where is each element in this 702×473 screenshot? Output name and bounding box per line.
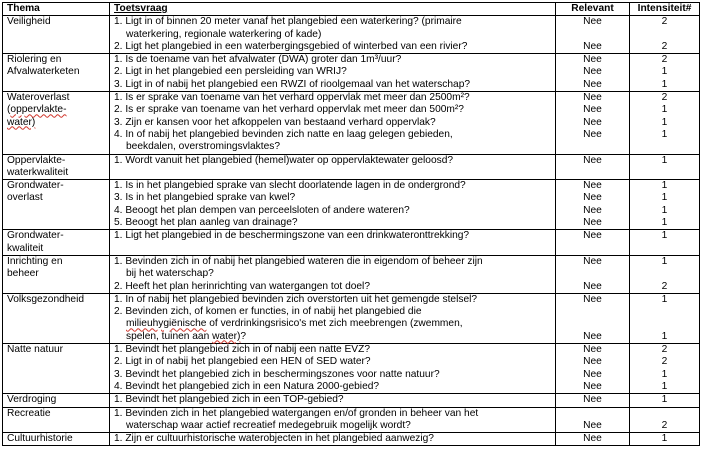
relevant-value: Nee [583, 16, 602, 28]
toetsvraag-table [2, 2, 700, 446]
thema-line: (oppervlakte- [7, 104, 67, 116]
table-row [3, 230, 700, 256]
question-cell [110, 394, 556, 407]
question-cell [110, 54, 556, 92]
relevant-value: Nee [583, 344, 602, 356]
intensiteit-cell [630, 255, 700, 293]
table-row [3, 433, 700, 446]
thema-line: overlast [7, 192, 43, 204]
header-row [3, 3, 700, 16]
question-line: 4. Beoogt het plan dempen van perceelsloten of andere wateren? [114, 204, 410, 216]
thema-line: Verdroging [7, 394, 57, 406]
thema-line: Oppervlakte- [7, 154, 66, 166]
intensiteit-value: 1 [661, 368, 668, 380]
thema-cell [3, 16, 110, 54]
header-toetsvraag: Toetsvraag [110, 3, 556, 16]
question-line: 4. Bevindt het plangebied zich in een Natura 2000-gebied? [114, 380, 380, 392]
relevant-cell [556, 344, 630, 394]
question-cell [110, 407, 556, 433]
relevant-value: Nee [583, 78, 602, 90]
intensiteit-value: 1 [661, 433, 668, 445]
relevant-value: Nee [583, 394, 602, 406]
table-body [3, 16, 700, 446]
intensiteit-value: 2 [661, 54, 668, 66]
intensiteit-value: 1 [661, 217, 668, 229]
relevant-value: Nee [583, 128, 602, 140]
thema-line: Afvalwaterketen [7, 66, 80, 78]
relevant-value: Nee [583, 54, 602, 66]
relevant-value [560, 306, 625, 318]
thema-line: Wateroverlast [7, 92, 70, 104]
question-line: 1. Bevindt het plangebied zich in een TOP-gebied? [114, 394, 344, 406]
relevant-value: Nee [583, 217, 602, 229]
question-cell [110, 230, 556, 256]
intensiteit-value: 1 [661, 154, 668, 166]
question-cell [110, 344, 556, 394]
thema-line: kwaliteit [7, 242, 44, 254]
table-row [3, 92, 700, 154]
relevant-value [560, 318, 625, 330]
thema-cell [3, 255, 110, 293]
relevant-value [560, 408, 625, 420]
question-line: spelen, tuinen aan water)? [126, 330, 247, 342]
question-cell [110, 92, 556, 154]
intensiteit-value: 1 [661, 180, 668, 192]
intensiteit-cell [630, 433, 700, 446]
relevant-cell [556, 92, 630, 154]
thema-cell [3, 92, 110, 154]
intensiteit-value: 1 [661, 104, 668, 116]
relevant-value: Nee [583, 433, 602, 445]
question-cell [110, 293, 556, 343]
intensiteit-value: 1 [661, 380, 668, 392]
intensiteit-cell [630, 344, 700, 394]
relevant-cell [556, 180, 630, 230]
thema-cell [3, 54, 110, 92]
intensiteit-value: 1 [661, 78, 668, 90]
relevant-cell [556, 230, 630, 256]
intensiteit-value: 1 [661, 230, 668, 242]
question-line: waterkering, regionale waterkering of kade) [126, 28, 322, 40]
intensiteit-cell [630, 16, 700, 54]
thema-line: waterkwaliteit [7, 166, 69, 178]
question-line: 1. Is er sprake van toename van het verhard oppervlak met meer dan 2500m²? [114, 92, 470, 104]
table-row [3, 54, 700, 92]
relevant-value: Nee [583, 368, 602, 380]
intensiteit-cell [630, 154, 700, 180]
relevant-value: Nee [583, 330, 602, 342]
thema-line: Riolering en [7, 54, 62, 66]
intensiteit-value: 2 [661, 419, 668, 431]
question-line: 1. Bevinden zich in het plangebied watergangen en/of gronden in beheer van het [114, 407, 479, 419]
question-line: 1. Bevindt het plangebied zich in of nabij een natte EVZ? [114, 344, 370, 356]
intensiteit-value: 2 [661, 40, 668, 52]
question-line: 1. Ligt het plangebied in de beschermingszone van een drinkwateronttrekking? [114, 230, 470, 242]
relevant-cell [556, 54, 630, 92]
relevant-cell [556, 394, 630, 407]
thema-cell [3, 154, 110, 180]
relevant-cell [556, 433, 630, 446]
relevant-cell [556, 16, 630, 54]
thema-cell [3, 433, 110, 446]
relevant-value: Nee [583, 204, 602, 216]
question-line: 2. Is er sprake van toename van het verhard oppervlak met meer dan 500m²? [114, 104, 464, 116]
relevant-value: Nee [583, 293, 602, 305]
relevant-cell [556, 293, 630, 343]
relevant-value: Nee [583, 380, 602, 392]
intensiteit-cell [630, 54, 700, 92]
thema-line: Natte natuur [7, 344, 64, 356]
relevant-value: Nee [583, 356, 602, 368]
question-line: 3. Ligt in of nabij het plangebied een RWZI of rioolgemaal van het waterschap? [114, 78, 471, 90]
intensiteit-value: 1 [661, 293, 668, 305]
header-thema: Thema [3, 3, 110, 16]
thema-line: Recreatie [7, 407, 51, 419]
table-row [3, 180, 700, 230]
thema-cell [3, 230, 110, 256]
intensiteit-value: 1 [661, 255, 668, 267]
thema-line: Grondwater- [7, 230, 64, 242]
relevant-cell [556, 154, 630, 180]
thema-cell [3, 394, 110, 407]
intensiteit-value: 2 [661, 16, 668, 28]
thema-cell [3, 344, 110, 394]
table-row [3, 407, 700, 433]
question-cell [110, 433, 556, 446]
intensiteit-cell [630, 394, 700, 407]
intensiteit-value [634, 408, 695, 420]
relevant-value: Nee [583, 255, 602, 267]
question-cell [110, 16, 556, 54]
thema-line: Grondwater- [7, 180, 64, 192]
question-line: 2. Ligt het plangebied in een waterbergingsgebied of winterbed van een rivier? [114, 40, 468, 52]
table-row [3, 394, 700, 407]
header-intensiteit: Intensiteit# [630, 3, 700, 16]
question-line: 1. In of nabij het plangebied bevinden zich overstorten uit het gemengde stelsel? [114, 293, 478, 305]
intensiteit-value: 1 [661, 116, 668, 128]
relevant-value: Nee [583, 180, 602, 192]
relevant-value [560, 268, 625, 280]
relevant-value: Nee [583, 192, 602, 204]
intensiteit-value: 1 [661, 204, 668, 216]
table-row [3, 154, 700, 180]
question-line: 3. Bevindt het plangebied zich in beschermingszones voor natte natuur? [114, 368, 440, 380]
thema-line: water) [7, 116, 36, 128]
table-row [3, 16, 700, 54]
intensiteit-value [634, 318, 695, 330]
thema-line: Cultuurhistorie [7, 433, 73, 445]
intensiteit-value: 1 [661, 330, 668, 342]
question-line: 2. Ligt in of nabij het plangebied een HEN of SED water? [114, 356, 371, 368]
relevant-value: Nee [583, 116, 602, 128]
thema-line: Volksgezondheid [7, 293, 85, 305]
question-line: 3. Zijn er kansen voor het afkoppelen van bestaand verhard oppervlak? [114, 116, 436, 128]
question-line: 2. Ligt in het plangebied een persleiding van WRIJ? [114, 66, 347, 78]
intensiteit-value: 1 [661, 128, 668, 140]
thema-line: beheer [7, 268, 39, 280]
question-cell [110, 154, 556, 180]
question-line: waterschap waar actief recreatief medegebruik mogelijk wordt? [126, 419, 411, 431]
question-line: beekdalen, overstromingsvlaktes? [126, 141, 281, 153]
question-line: 1. Ligt in of binnen 20 meter vanaf het plangebied een waterkering? (primaire [114, 16, 462, 28]
relevant-value [560, 29, 625, 41]
question-line: milieuhygiënische of verdrinkingsrisico's met zich meebrengen (zwemmen, [126, 318, 463, 330]
question-line: 4. In of nabij het plangebied bevinden zich natte en laag gelegen gebieden, [114, 128, 453, 140]
intensiteit-value: 1 [661, 66, 668, 78]
question-line: 2. Bevinden zich, of komen er functies, in of nabij het plangebied die [114, 306, 422, 318]
relevant-value: Nee [583, 280, 602, 292]
relevant-value: Nee [583, 419, 602, 431]
intensiteit-cell [630, 180, 700, 230]
intensiteit-value [634, 306, 695, 318]
intensiteit-cell [630, 293, 700, 343]
relevant-value: Nee [583, 66, 602, 78]
relevant-cell [556, 407, 630, 433]
intensiteit-value: 2 [661, 344, 668, 356]
intensiteit-value: 2 [661, 280, 668, 292]
thema-cell [3, 293, 110, 343]
question-line: 3. Is in het plangebied sprake van kwel? [114, 192, 296, 204]
question-line: 1. Bevinden zich in of nabij het plangebied wateren die in eigendom of beheer zijn [114, 255, 483, 267]
relevant-cell [556, 255, 630, 293]
table-row [3, 293, 700, 343]
question-line: 2. Heeft het plan herinrichting van watergangen tot doel? [114, 280, 370, 292]
question-line: 1. Is in het plangebied sprake van slecht doorlatende lagen in de ondergrond? [114, 180, 466, 192]
thema-cell [3, 407, 110, 433]
question-line: 1. Is de toename van het afvalwater (DWA) groter dan 1m³/uur? [114, 54, 402, 66]
question-line: 5. Beoogt het plan aanleg van drainage? [114, 217, 298, 229]
relevant-value: Nee [583, 104, 602, 116]
intensiteit-cell [630, 92, 700, 154]
relevant-value: Nee [583, 92, 602, 104]
intensiteit-value [634, 268, 695, 280]
intensiteit-value: 1 [661, 192, 668, 204]
question-cell [110, 255, 556, 293]
intensiteit-cell [630, 230, 700, 256]
intensiteit-value: 2 [661, 356, 668, 368]
question-line: 1. Wordt vanuit het plangebied (hemel)water op oppervlaktewater geloosd? [114, 154, 454, 166]
question-line: 1. Zijn er cultuurhistorische waterobjecten in het plangebied aanwezig? [114, 433, 434, 445]
intensiteit-value: 1 [661, 394, 668, 406]
relevant-value: Nee [583, 40, 602, 52]
header-relevant: Relevant [556, 3, 630, 16]
table-row [3, 344, 700, 394]
relevant-value: Nee [583, 230, 602, 242]
intensiteit-value: 2 [661, 92, 668, 104]
relevant-value: Nee [583, 154, 602, 166]
intensiteit-value [634, 29, 695, 41]
question-cell [110, 180, 556, 230]
table-row [3, 255, 700, 293]
question-line: bij het waterschap? [126, 268, 214, 280]
intensiteit-cell [630, 407, 700, 433]
thema-cell [3, 180, 110, 230]
thema-line: Inrichting en [7, 255, 63, 267]
thema-line: Veiligheid [7, 16, 51, 28]
